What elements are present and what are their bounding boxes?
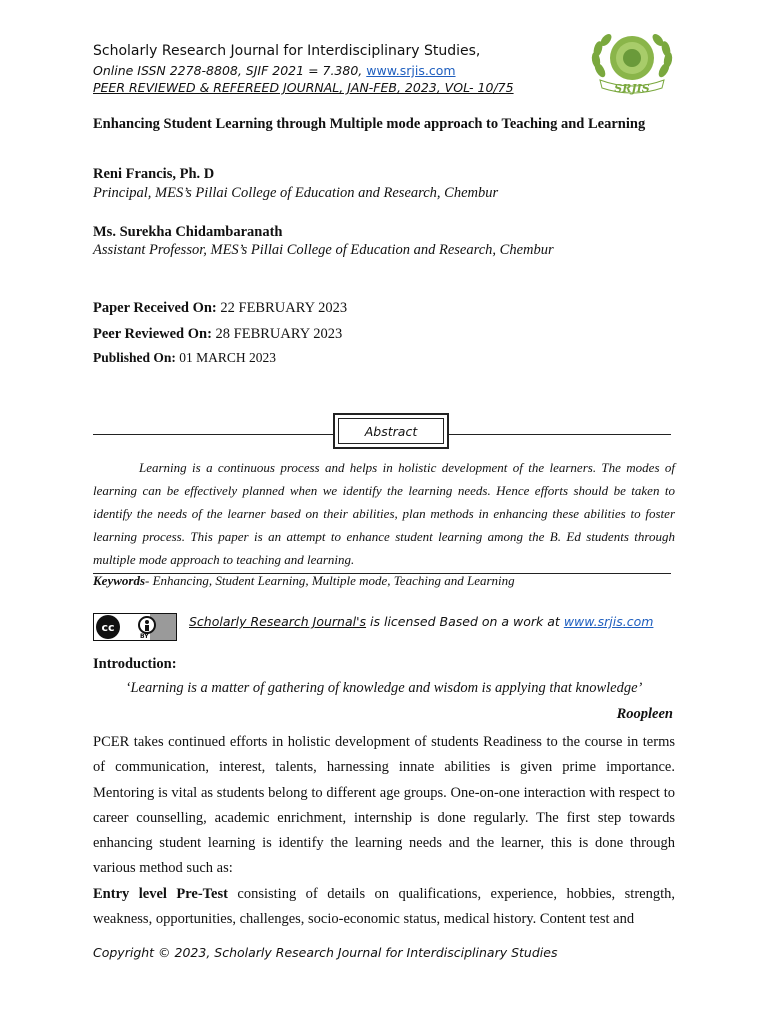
entry-level-label: Entry level Pre-Test [93, 885, 228, 902]
license-website-link[interactable]: www.srjis.com [563, 614, 654, 629]
date-published [93, 350, 276, 366]
entry-level-paragraph [93, 882, 675, 933]
issn-text: Online ISSN 2278-8808, SJIF 2021 = 7.380, [93, 63, 363, 78]
website-link[interactable]: www.srjis.com [366, 63, 456, 78]
logo-text: SRJIS [614, 82, 650, 95]
keywords-text: - Enhancing, Student Learning, Multiple mode, Teaching and Learning [145, 573, 515, 588]
quote-author: Roopleen [616, 706, 673, 722]
introduction-heading: Introduction: [93, 656, 177, 672]
date-published-label: Published On: [93, 350, 176, 365]
abstract-text: Learning is a continuous process and helps in holistic development of the learners. The modes of learning can be effectively planned when we identify the learning needs. Hence efforts should be taken to identify the needs of the learner based on their abilities, plan methods in enhancing these abilities to foster learning process. This paper is an attempt to enhance student learning among the B. Ed students through multiple mode approach to teaching and learning. [93, 460, 675, 567]
date-published-value: 01 MARCH 2023 [179, 350, 277, 365]
journal-name: Scholarly Research Journal for Interdisciplinary Studies, [93, 43, 481, 59]
date-reviewed-label: Peer Reviewed On: [93, 326, 212, 342]
by-person-icon [138, 616, 156, 634]
license-journal-link[interactable]: Scholarly Research Journal's [189, 614, 367, 629]
author-affiliation-2: Assistant Professor, MES’s Pillai College of Education and Research, Chembur [93, 242, 554, 258]
srjis-logo [584, 30, 680, 98]
date-reviewed [93, 326, 342, 343]
by-label: BY [140, 633, 149, 640]
date-received-label: Paper Received On: [93, 300, 217, 316]
entry-level-text: consisting of details on qualifications, experience, hobbies, strength, weakness, opportunities, challenges, socio-economic status, medical history. Content test and [93, 885, 675, 928]
introduction-body: PCER takes continued efforts in holistic development of students Readiness to the course in terms of communication, interest, talents, harnessing innate abilities is given prime importance. Mentoring is vital as students belong to different age groups. One-on-one interaction with respect to career counselling, academic enrichment, internship is done regularly. The first step towards enhancing student learning is identify the learning needs and the learner, this is done through various method such as: [93, 734, 675, 877]
date-received-value: 22 FEBRUARY 2023 [220, 300, 348, 316]
cc-icon [96, 615, 120, 639]
peer-review-line: PEER REVIEWED & REFEREED JOURNAL, JAN-FEB, 2023, VOL- 10/75 [93, 80, 514, 95]
cc-label: cc [101, 620, 115, 634]
license-body: is licensed Based on a work at [366, 614, 564, 629]
license-text [189, 614, 653, 629]
keywords-line [93, 573, 515, 589]
author-affiliation-1: Principal, MES’s Pillai College of Education and Research, Chembur [93, 185, 499, 201]
issn-line [93, 63, 456, 78]
abstract-heading: Abstract [338, 418, 444, 444]
introduction-quote: ‘Learning is a matter of gathering of knowledge and wisdom is applying that knowledge’ [125, 680, 643, 696]
paper-title: Enhancing Student Learning through Multiple mode approach to Teaching and Learning [93, 116, 646, 132]
abstract-heading-box [333, 413, 449, 449]
keywords-label: Keywords [93, 573, 145, 588]
copyright-footer: Copyright © 2023, Scholarly Research Journal for Interdisciplinary Studies [93, 945, 558, 960]
author-name-2: Ms. Surekha Chidambaranath [93, 224, 283, 240]
author-name-1: Reni Francis, Ph. D [93, 166, 215, 182]
cc-by-badge[interactable] [93, 613, 177, 641]
date-reviewed-value: 28 FEBRUARY 2023 [215, 326, 343, 342]
date-received [93, 300, 347, 317]
introduction-paragraph [93, 730, 675, 932]
